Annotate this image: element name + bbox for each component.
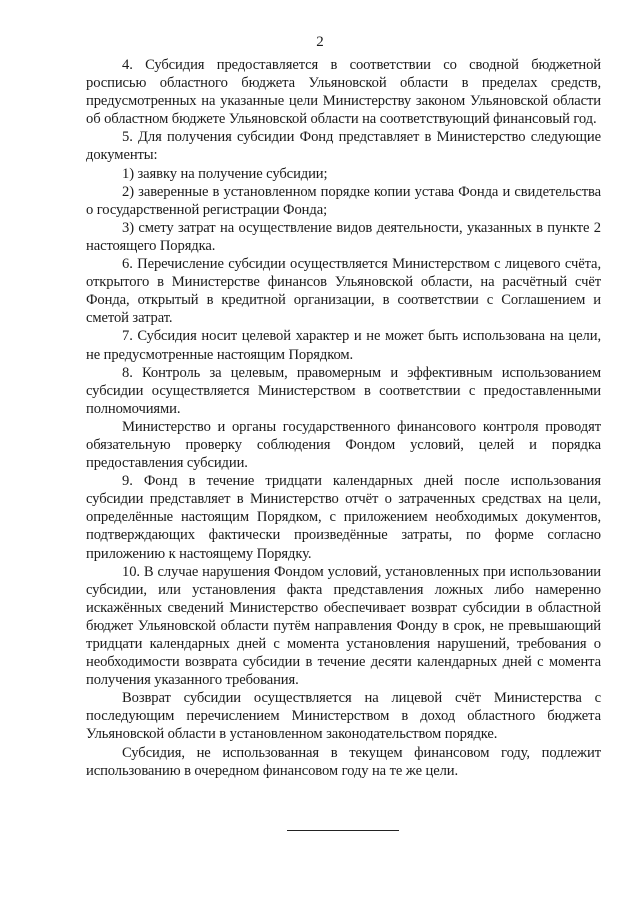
paragraph-10-unused: Субсидия, не использованная в текущем финансовом году, подлежит использованию в очередном финансовом году на те же цели. [86, 744, 601, 779]
paragraph-4: 4. Субсидия предоставляется в соответствии со сводной бюджетной росписью областного бюджета Ульяновской области в пределах средств, предусмотренных на указанные цели Министерству законом Ульяновской области об областном бюджете Ульяновской области на соответствующий финансовый год. [86, 57, 601, 128]
paragraph-10-refund: Возврат субсидии осуществляется на лицевой счёт Министерства с последующим перечислением Министерством в доход областного бюджета Ульяновской области в установленном законодательством порядке. [86, 690, 601, 743]
paragraph-5-item-1: 1) заявку на получение субсидии; [122, 165, 328, 182]
paragraph-6: 6. Перечисление субсидии осуществляется Министерством с лицевого счёта, открытого в Министерстве финансов Ульяновской области, на расчётный счёт Фонда, открытый в кредитной организации, в соответствии с Соглашением и сметой затрат. [86, 256, 601, 327]
paragraph-5: 5. Для получения субсидии Фонд представляет в Министерство следующие документы: [86, 129, 601, 164]
paragraph-10: 10. В случае нарушения Фондом условий, установленных при использовании субсидии, или установления факта представления ложных либо намеренно искажённых сведений Министерство обеспечивает возврат субсидии в областной бюджет Ульяновской области путём направления Фонду в срок, не превышающий тридцати календарных дней с момента установления нарушений, требования о необходимости возврата субсидии в течение десяти календарных дней с момента получения указанного требования. [86, 563, 601, 689]
paragraph-7: 7. Субсидия носит целевой характер и не может быть использована на цели, не предусмотренные настоящим Порядком. [86, 328, 601, 363]
paragraph-9: 9. Фонд в течение тридцати календарных дней после использования субсидии представляет в Министерство отчёт о затраченных средствах на цели, определённые настоящим Порядком, с приложением необходимых документов, подтверждающих фактически произведённые затраты, по форме согласно приложению к настоящему Порядку. [86, 473, 601, 562]
page-number: 2 [316, 34, 324, 50]
paragraph-8-control: Министерство и органы государственного финансового контроля проводят обязательную проверку соблюдения Фондом условий, целей и порядка предоставления субсидии. [86, 418, 601, 472]
document-body [86, 56, 601, 780]
paragraph-5-item-3: 3) смету затрат на осуществление видов деятельности, указанных в пункте 2 настоящего Порядка. [86, 219, 601, 254]
paragraph-5-item-2: 2) заверенные в установленном порядке копии устава Фонда и свидетельства о государственной регистрации Фонда; [86, 183, 601, 218]
end-of-document-rule [287, 830, 399, 831]
paragraph-8: 8. Контроль за целевым, правомерным и эффективным использованием субсидии осуществляется Министерством в соответствии с предоставленными полномочиями. [86, 364, 601, 417]
